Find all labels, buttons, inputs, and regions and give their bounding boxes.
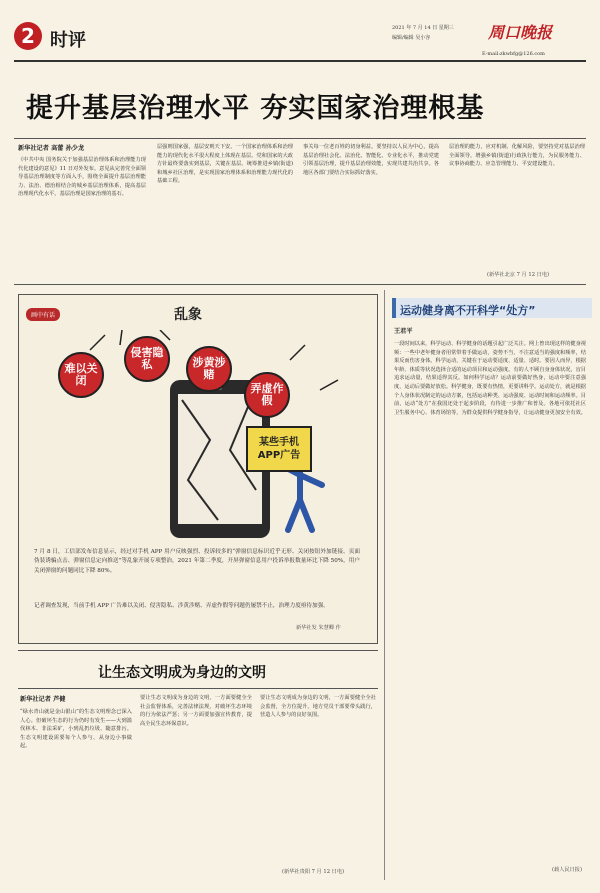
cartoon-caption-2: 记者调查发现，当前手机 APP 广告难以关闭、侵害隐私、涉黄涉赌、弄虚作假等问题仍屡禁不止，治理力度亟待加强。 bbox=[34, 603, 329, 609]
bottom-col-2: 要让生态文明成为身边的文明，一方面要健全全社会监督体系，完善法律法规，对破坏生态环境的行为依法严惩；另一方面要加强宣传教育，提高全民生态环保意识。 bbox=[140, 695, 252, 727]
section-title: 时评 bbox=[50, 30, 86, 51]
top-byline: 新华社记者 高蕾 孙少龙 bbox=[18, 145, 85, 152]
bubble-privacy: 侵害隐私 bbox=[124, 336, 170, 382]
right-byline: 王君平 bbox=[394, 328, 413, 335]
right-headline: 运动健身离不开科学“处方” bbox=[400, 304, 536, 317]
right-body: 一段时间以来，科学运动、科学健身的话题引起广泛关注。网上曾出现这样的健身视频：一些中老年健身者用常带着手做运动，姿势不当，不注意适当的强度和频率，结果反而伤害身体。科学运动，关键在于运动要适度、适量、适时。要因人而异，根据年龄、体质等状况选择合适的运动项目和运动强度。有的人不顾自身身体状况，盲目追求运动量，结果适得其反。如何科学运动？运动前要做好热身，运动中要注意强度，运动后要做好放松。科学健身，既要有热情，更要讲科学。运动处方，就是根据个人身体状况制定的运动方案，包括运动种类、运动强度、运动时间和运动频率。目前，运动“处方”在我国还处于起步阶段，有待进一步推广和普及。各地可依托社区卫生服务中心、体育场馆等，为群众提供科学健身指导，让运动健身更加安全有效。 bbox=[394, 341, 586, 416]
top-col-4: 层治理的能力，应对机制、化解风险，要坚持党对基层治理全面领导，增强乡镇(街道)行政执行能力，为民服务能力、议事协商能力、应急管理能力、平安建设能力。 bbox=[449, 144, 585, 168]
bubble-porn-gambling: 涉黄涉赌 bbox=[186, 346, 232, 392]
cartoon-title: 乱象 bbox=[174, 307, 202, 323]
bottom-source: (新华社贵阳 7 月 12 日电) bbox=[282, 869, 345, 875]
page-number-badge: 2 bbox=[14, 22, 42, 50]
date-line: 2021 年 7 月 14 日 星期三 bbox=[392, 25, 454, 31]
bottom-col-1: “绿水青山就是金山银山”的生态文明理念已深入人心。但破坏生态的行为仍时有发生——大到滥伐林木、非法采矿，小到乱扔垃圾、随意排污。生态文明建设需要每个人参与，从身边小事做起。 bbox=[20, 709, 132, 750]
top-source: (新华社北京 7 月 12 日电) bbox=[487, 272, 550, 278]
bubble-fraud: 弄虚作假 bbox=[244, 372, 290, 418]
top-col-3: 事关每一位老百姓的切身利益。要坚持以人民为中心，提高基层治理社会化、法治化、智能化、专业化水平，推动党建引领基层治理，提升基层治理效能，实现共建共治共享。各地区各部门要结合实际抓好落实。 bbox=[303, 144, 439, 176]
bottom-headline: 让生态文明成为身边的文明 bbox=[98, 665, 266, 681]
cartoon-tag: 画中有话 bbox=[26, 308, 60, 321]
bottom-byline: 新华社记者 芦健 bbox=[20, 696, 66, 703]
top-col-1: 《中共中央 国务院关于加强基层治理体系和治理能力现代化建设的意见》11 日对外发布。意见从完善党全面领导基层治理制度等方面入手，围绕全面提升基层治理能力、法治、德治相结合的城乡基层治理体系，提高基层治理现代化水平。基层治理是国家治理的基石。 bbox=[18, 157, 146, 198]
bottom-col-3: 要让生态文明成为身边的文明，一方面要健全全社会监督，全方位提升。地方党员干部要带头践行，营造人人参与的良好氛围。 bbox=[260, 695, 376, 719]
cartoon-caption: 7 月 8 日，工信部发布信息显示，经过对手机 APP 用户反映强烈、投诉较多的“弹窗信息标识近乎无形、关闭按钮外加链接、页面伪装诱骗点击、弹窗信息定向推送”等乱象开展专项整治，2021 年第二季度，开屏弹窗信息用户投诉举报数量环比下降 50%，用户关闭弹窗的问题同比下降 80%。 bbox=[34, 549, 360, 574]
newspaper-logo: 周口晚报 bbox=[488, 23, 553, 42]
right-source: (载人民日报) bbox=[552, 867, 582, 873]
ad-sign-box: 某些手机APP广告 bbox=[246, 426, 312, 472]
top-headline: 提升基层治理水平 夯实国家治理根基 bbox=[26, 93, 485, 124]
top-col-2: 层强则国家强，基层安则天下安。一个国家治理体系和治理能力的现代化水平很大程度上体现在基层。党和国家的大政方针最终要落实到基层，关键在基层。统筹推进乡镇(街道)和城乡社区治理，是实现国家治理体系和治理能力现代化的基础工程。 bbox=[157, 144, 293, 185]
email-line: E-mail:zkwbfg@126.com bbox=[482, 51, 545, 57]
bubble-hard-to-close: 难以关闭 bbox=[58, 352, 104, 398]
cartoon-credit: 新华社发 朱慧卿 作 bbox=[296, 625, 341, 631]
editors-line: 编辑/编辑 吴小容 bbox=[392, 35, 431, 41]
